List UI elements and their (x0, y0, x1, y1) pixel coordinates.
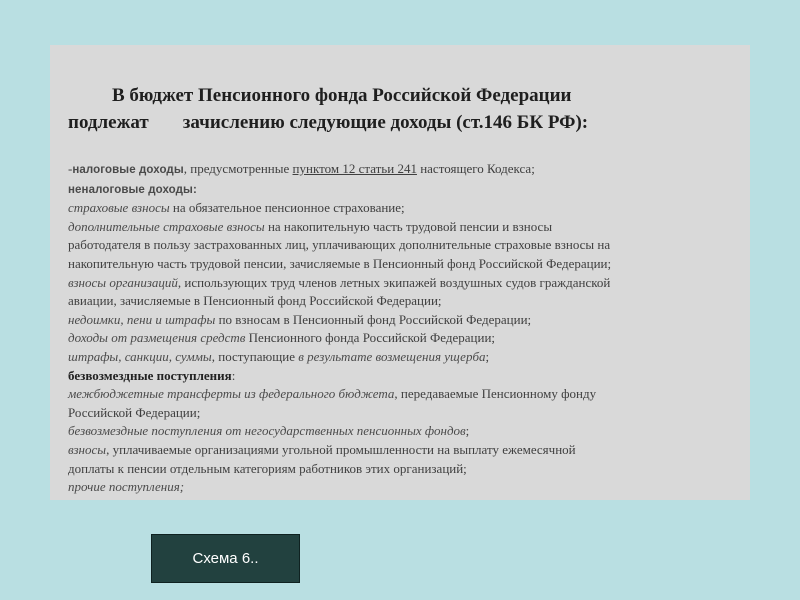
text-p10-it: межбюджетные трансферты из федерального бюджета (68, 386, 395, 402)
text-p5-it: взносы организаций (68, 274, 178, 290)
heading-line-1: В бюджет Пенсионного фонда Российской Федерации (112, 85, 572, 106)
text-p8-it: штрафы, санкции, суммы (68, 348, 212, 364)
item-transfers (68, 385, 728, 404)
item-other (68, 478, 728, 497)
item-insurance (68, 199, 728, 218)
label-grants: безвозмездные поступления (68, 367, 232, 383)
item-additional (68, 218, 728, 237)
item-fines (68, 348, 728, 367)
text-p4-it: дополнительные страховые взносы (68, 218, 265, 234)
body-text (68, 160, 728, 497)
text-p4-rest: на накопительную часть трудовой пенсии и взносы (264, 218, 553, 234)
item-non-tax-heading (68, 180, 728, 200)
item-investment-income (68, 329, 728, 348)
item-grants-heading (68, 367, 728, 386)
item-coal (68, 441, 728, 460)
dash: - (68, 161, 73, 176)
text-p12-rest: , уплачиваемые организациями угольной промышленности на выплату ежемесячной (106, 441, 576, 457)
item-tax-income (68, 160, 728, 180)
scheme-6-button[interactable]: Схема 6.. (151, 534, 300, 583)
text-p6-rest: по взносам в Пенсионный фонд Российской Федерации; (215, 311, 532, 327)
text-p1-mid: , предусмотренные (183, 161, 293, 176)
text-p11-it: безвозмездные поступления от негосударственных пенсионных фондов (68, 423, 466, 439)
text-p10-rest: , передаваемые Пенсионному фонду (394, 386, 597, 402)
item-coal-l2: доплаты к пенсии отдельным категориям работников этих организаций; (68, 460, 467, 476)
text-p7-it: доходы от размещения средств (68, 330, 246, 346)
item-transfers-l2: Российской Федерации; (68, 404, 201, 420)
text-p12-it: взносы (68, 441, 107, 457)
text-p8-end: ; (485, 348, 490, 364)
item-npf (68, 422, 728, 441)
text-p7-rest: Пенсионного фонда Российской Федерации; (245, 330, 496, 346)
item-arrears (68, 311, 728, 330)
item-org-contributions (68, 274, 728, 293)
text-p8-mid: , поступающие (211, 348, 299, 364)
text-p3-it: страховые взносы (68, 200, 170, 216)
text-p3-rest: на обязательное пенсионное страхование; (169, 200, 405, 216)
text-p6-it: недоимки, пени и штрафы (68, 311, 216, 327)
label-tax-income: налоговые доходы (72, 164, 184, 176)
link-article-241[interactable]: пунктом 12 статьи 241 (292, 161, 417, 176)
text-p9-end: : (231, 367, 236, 383)
item-additional-l3: накопительную часть трудовой пенсии, зачисляемые в Пенсионный фонд Российской Федерации; (68, 255, 612, 271)
text-p5-rest: , использующих труд членов летных экипажей воздушных судов гражданской (177, 274, 611, 290)
item-additional-l2: работодателя в пользу застрахованных лиц, уплачивающих дополнительные страховые взносы на (68, 237, 611, 253)
item-org-contributions-l2: авиации, зачисляемые в Пенсионный фонд Российской Федерации; (68, 293, 442, 309)
text-p13-it: прочие поступления; (68, 479, 185, 495)
heading-line-2b: зачислению следующие доходы (ст.146 БК РФ): (182, 112, 589, 133)
heading-line-2a: подлежат (68, 112, 149, 133)
label-non-tax: неналоговые доходы: (68, 183, 197, 196)
slide-heading (68, 82, 728, 136)
text-p8-it2: в результате возмещения ущерба (298, 348, 486, 364)
text-p1-end: настоящего Кодекса; (416, 161, 535, 176)
text-p11-end: ; (465, 423, 470, 439)
